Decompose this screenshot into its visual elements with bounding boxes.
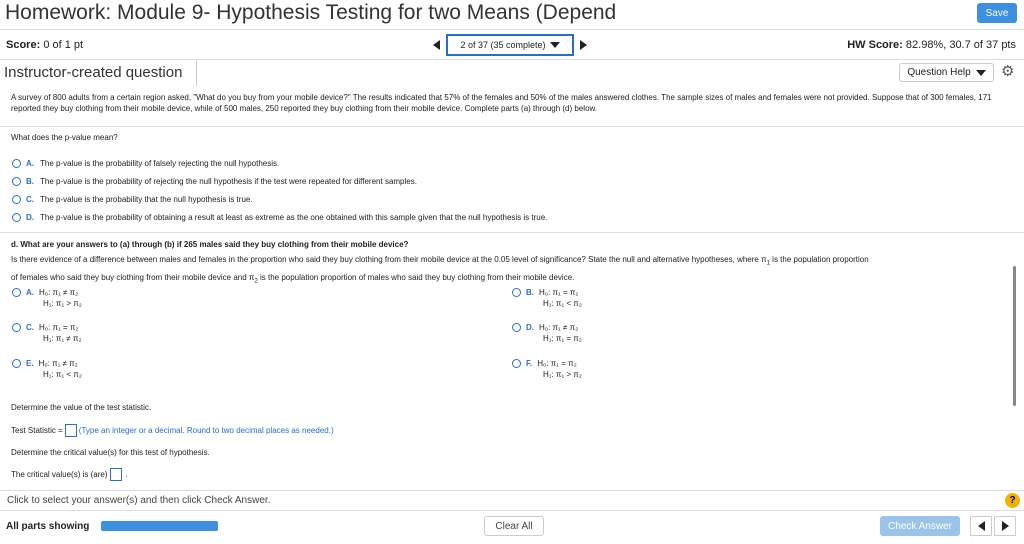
radio-button[interactable] bbox=[512, 359, 521, 368]
null-hypothesis: H₀: π₁ ≠ π₂ bbox=[539, 323, 579, 332]
title-bar bbox=[0, 0, 1024, 30]
arrow-left-icon bbox=[978, 521, 985, 531]
hypothesis-option-e[interactable] bbox=[12, 359, 82, 379]
radio-button[interactable] bbox=[12, 359, 21, 368]
radio-button[interactable] bbox=[512, 288, 521, 297]
alternative-hypothesis: H₁: π₁ < π₂ bbox=[43, 370, 82, 379]
option-letter: B. bbox=[526, 288, 534, 297]
hypothesis-option-d[interactable] bbox=[512, 323, 582, 343]
null-hypothesis: H₀: π₁ ≠ π₂ bbox=[38, 359, 78, 368]
null-hypothesis: H₀: π₁ = π₂ bbox=[537, 359, 577, 368]
next-question-icon[interactable] bbox=[580, 40, 587, 50]
null-hypothesis: H₀: π₁ = π₂ bbox=[539, 288, 579, 297]
radio-button[interactable] bbox=[512, 323, 521, 332]
alternative-hypothesis: H₁: π₁ ≠ π₂ bbox=[43, 334, 82, 343]
instruction-text: Click to select your answer(s) and then click Check Answer. bbox=[7, 495, 271, 506]
next-part-button[interactable] bbox=[994, 516, 1016, 536]
test-stat-row bbox=[11, 424, 334, 437]
question-intro: A survey of 800 adults from a certain region asked, "What do you buy from your mobile device?" The results indicated that 57% of the females and 50% of the males answered clothes. The sample sizes of males and females were not provided. Suppose that of 300 females, 171 reported they buy clothing from their mobile device, while of 500 males, 250 reported they buy clothing from their mobile device. Complete parts (a) through (d) below. bbox=[11, 93, 992, 113]
clear-all-button[interactable]: Clear All bbox=[484, 516, 544, 536]
alternative-hypothesis: H₁: π₁ = π₂ bbox=[543, 334, 582, 343]
critical-label: The critical value(s) is (are) bbox=[11, 470, 108, 479]
radio-button[interactable] bbox=[12, 213, 21, 222]
hypothesis-option-f[interactable] bbox=[512, 359, 582, 379]
radio-button[interactable] bbox=[12, 288, 21, 297]
hypothesis-option-a[interactable] bbox=[12, 288, 82, 308]
part-d-body-text: is the population proportion bbox=[769, 255, 869, 264]
divider bbox=[0, 232, 1024, 233]
score-value: 0 of 1 pt bbox=[43, 39, 84, 51]
part-d-title: d. What are your answers to (a) through (b) if 265 males said they buy clothing from their mobile device? bbox=[11, 240, 409, 249]
help-icon[interactable]: ? bbox=[1005, 493, 1020, 508]
parts-label: All parts showing bbox=[6, 521, 90, 532]
question-select-label: 2 of 37 (35 complete) bbox=[460, 40, 546, 50]
score-label: Score: bbox=[6, 39, 41, 51]
part-d-body-text: Is there evidence of a difference between males and females in the proportion who said they buy clothing from their mobile device at the 0.05 level of significance? State the null and alternative hypotheses, where π bbox=[11, 255, 767, 264]
question-navigator bbox=[433, 34, 587, 56]
radio-button[interactable] bbox=[12, 195, 21, 204]
alternative-hypothesis: H₁: π₁ > π₂ bbox=[543, 370, 582, 379]
option-letter: A. bbox=[26, 159, 34, 168]
critical-value-input[interactable] bbox=[110, 468, 122, 481]
question-help-button[interactable] bbox=[899, 63, 994, 82]
option-text: The p-value is the probability that the null hypothesis is true. bbox=[40, 195, 253, 204]
option-letter: F. bbox=[526, 359, 533, 368]
previous-part-button[interactable] bbox=[970, 516, 992, 536]
instruction-row bbox=[0, 490, 1024, 510]
question-select[interactable] bbox=[446, 34, 574, 56]
score-display bbox=[6, 39, 83, 51]
radio-button[interactable] bbox=[12, 323, 21, 332]
option-letter: E. bbox=[26, 359, 34, 368]
option-letter: C. bbox=[26, 323, 34, 332]
hypothesis-option-b[interactable] bbox=[512, 288, 582, 308]
instructor-row bbox=[0, 60, 1024, 87]
save-button[interactable]: Save bbox=[977, 3, 1017, 23]
radio-button[interactable] bbox=[12, 177, 21, 186]
alternative-hypothesis: H₁: π₁ < π₂ bbox=[543, 299, 582, 308]
option-letter: B. bbox=[26, 177, 34, 186]
page-title: Homework: Module 9- Hypothesis Testing for two Means (Depend bbox=[5, 1, 617, 24]
pvalue-option-b[interactable] bbox=[12, 177, 417, 186]
pvalue-option-c[interactable] bbox=[12, 195, 253, 204]
question-help-label: Question Help bbox=[907, 67, 971, 78]
score-bar bbox=[0, 30, 1024, 60]
gear-icon[interactable]: ⚙ bbox=[1001, 63, 1015, 80]
test-stat-prompt: Determine the value of the test statistic. bbox=[11, 403, 152, 412]
hw-score-display bbox=[847, 39, 1016, 51]
option-letter: D. bbox=[526, 323, 534, 332]
part-d-body-text: of females who said they buy clothing from their mobile device and π bbox=[11, 272, 255, 282]
null-hypothesis: H₀: π₁ = π₂ bbox=[39, 323, 79, 332]
option-letter: A. bbox=[26, 288, 34, 297]
null-hypothesis: H₀: π₁ ≠ π₂ bbox=[39, 288, 79, 297]
option-text: The p-value is the probability of obtaining a result at least as extreme as the one obtained with this sample given that the null hypothesis is true. bbox=[40, 213, 548, 222]
pvalue-prompt: What does the p-value mean? bbox=[11, 133, 118, 142]
part-d-body: Is there evidence of a difference between males and females in the proportion who said they buy clothing from their mobile device at the 0.05 level of significance? State the null and alternative hypotheses, where $\pi_1$ is the population proportion of females who said they buy clothing from their mobile device and $\pi_2$ is the population proportion of males who said they buy clothing from their mobile device. bbox=[11, 255, 869, 285]
critical-prompt: Determine the critical value(s) for this test of hypothesis. bbox=[11, 448, 210, 457]
chevron-down-icon bbox=[550, 42, 560, 48]
hypothesis-option-c[interactable] bbox=[12, 323, 82, 343]
check-answer-button[interactable]: Check Answer bbox=[880, 516, 960, 536]
period: . bbox=[125, 470, 128, 479]
arrow-right-icon bbox=[1002, 521, 1009, 531]
option-text: The p-value is the probability of falsely rejecting the null hypothesis. bbox=[40, 159, 280, 168]
hw-score-value: 82.98%, 30.7 of 37 pts bbox=[905, 39, 1016, 51]
pvalue-option-a[interactable] bbox=[12, 159, 279, 168]
option-text: The p-value is the probability of rejecting the null hypothesis if the test were repeated for different samples. bbox=[40, 177, 417, 186]
chevron-down-icon bbox=[976, 70, 986, 76]
progress-bar bbox=[101, 521, 218, 531]
alternative-hypothesis: H₁: π₁ > π₂ bbox=[43, 299, 82, 308]
test-stat-label: Test Statistic = bbox=[11, 426, 63, 435]
critical-row bbox=[11, 468, 128, 481]
test-stat-hint: (Type an integer or a decimal. Round to two decimal places as needed.) bbox=[78, 426, 334, 435]
option-letter: D. bbox=[26, 213, 34, 222]
bottom-bar bbox=[0, 510, 1024, 544]
previous-question-icon[interactable] bbox=[433, 40, 440, 50]
divider bbox=[196, 60, 197, 86]
radio-button[interactable] bbox=[12, 159, 21, 168]
instructor-label: Instructor-created question bbox=[4, 64, 183, 81]
option-letter: C. bbox=[26, 195, 34, 204]
hw-score-label: HW Score: bbox=[847, 39, 903, 51]
test-stat-input[interactable] bbox=[65, 424, 77, 437]
part-d-body-text: is the population proportion of males who said they buy clothing from their mobile device. bbox=[257, 272, 575, 282]
divider bbox=[0, 126, 1024, 127]
scrollbar[interactable] bbox=[1013, 266, 1016, 406]
pvalue-option-d[interactable] bbox=[12, 213, 547, 222]
